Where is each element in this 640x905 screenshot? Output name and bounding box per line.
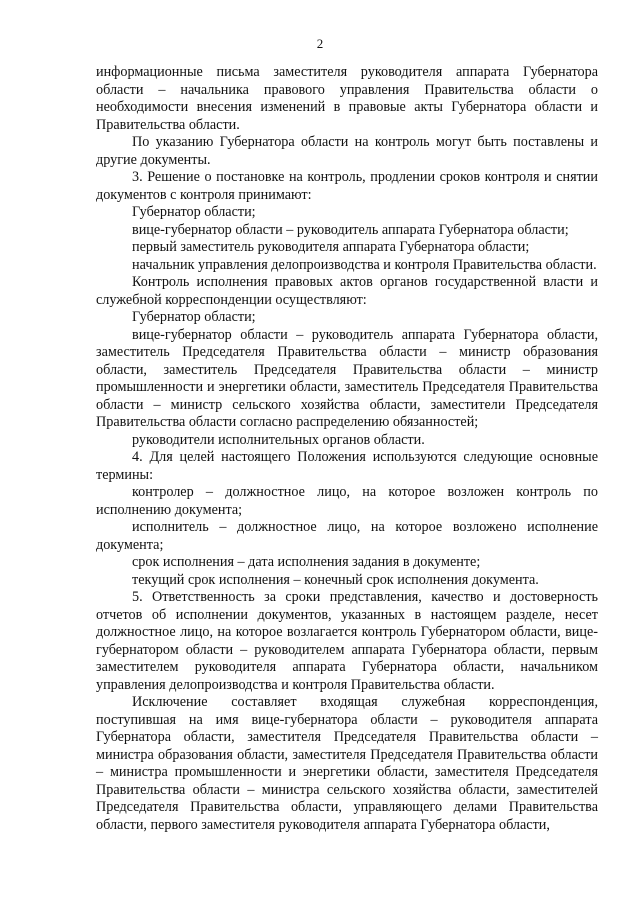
paragraph: Губернатор области; bbox=[132, 309, 256, 325]
document-body bbox=[96, 64, 598, 834]
paragraph: исполнитель – должностное лицо, на которое возложено исполнение документа; bbox=[96, 519, 598, 553]
paragraph: Исключение составляет входящая служебная корреспонденция, поступившая на имя вице-губернатора области – руководителя аппарата Губернатора области, заместителя Председателя Правительства области – министра образования области, заместителя Председателя Правительства области – министра промышленности и энергетики области, заместителя Председателя Правительства области – министра сельского хозяйства области, заместителей Председателя Правительства области, управляющего делами Правительства области, первого заместителя руководителя аппарата Губернатора области, bbox=[96, 694, 598, 833]
paragraph: начальник управления делопроизводства и контроля Правительства области. bbox=[132, 256, 597, 273]
paragraph: 4. Для целей настоящего Положения используются следующие основные термины: bbox=[96, 449, 598, 483]
paragraph: контролер – должностное лицо, на которое возложен контроль по исполнению документа; bbox=[96, 484, 598, 518]
paragraph: вице-губернатор области – руководитель аппарата Губернатора области, заместитель Председателя Правительства области – министр образования области, заместитель Председателя Правительства области – министр промышленности и энергетики области, заместитель Председателя Правительства области – министр сельского хозяйства области, заместители Председателя Правительства области согласно распределению обязанностей; bbox=[96, 326, 598, 430]
paragraph: вице-губернатор области – руководитель аппарата Губернатора области; bbox=[132, 221, 569, 238]
paragraph: 5. Ответственность за сроки представления, качество и достоверность отчетов об исполнении документов, указанных в настоящем разделе, несет должностное лицо, на которое возлагается контроль Губернатором области, вице-губернатором области – руководителем аппарата Губернатора области, первым заместителем руководителя аппарата Губернатора области, начальником управления делопроизводства и контроля Правительства области. bbox=[96, 589, 598, 693]
paragraph: срок исполнения – дата исполнения задания в документе; bbox=[132, 554, 481, 570]
paragraph: информационные письма заместителя руководителя аппарата Губернатора области – начальника правового управления Правительства области о необходимости внесения изменений в правовые акты Губернатора области и Правительства области. bbox=[96, 64, 598, 133]
paragraph: Контроль исполнения правовых актов органов государственной власти и служебной корреспонденции осуществляют: bbox=[96, 274, 598, 308]
paragraph: текущий срок исполнения – конечный срок исполнения документа. bbox=[132, 571, 539, 588]
paragraph: руководители исполнительных органов области. bbox=[132, 431, 425, 448]
paragraph: Губернатор области; bbox=[132, 204, 256, 220]
page-number: 2 bbox=[316, 36, 324, 51]
paragraph: По указанию Губернатора области на контроль могут быть поставлены и другие документы. bbox=[96, 134, 598, 168]
paragraph: первый заместитель руководителя аппарата Губернатора области; bbox=[132, 239, 530, 255]
paragraph: 3. Решение о постановке на контроль, продлении сроков контроля и снятии документов с контроля принимают: bbox=[96, 169, 598, 203]
